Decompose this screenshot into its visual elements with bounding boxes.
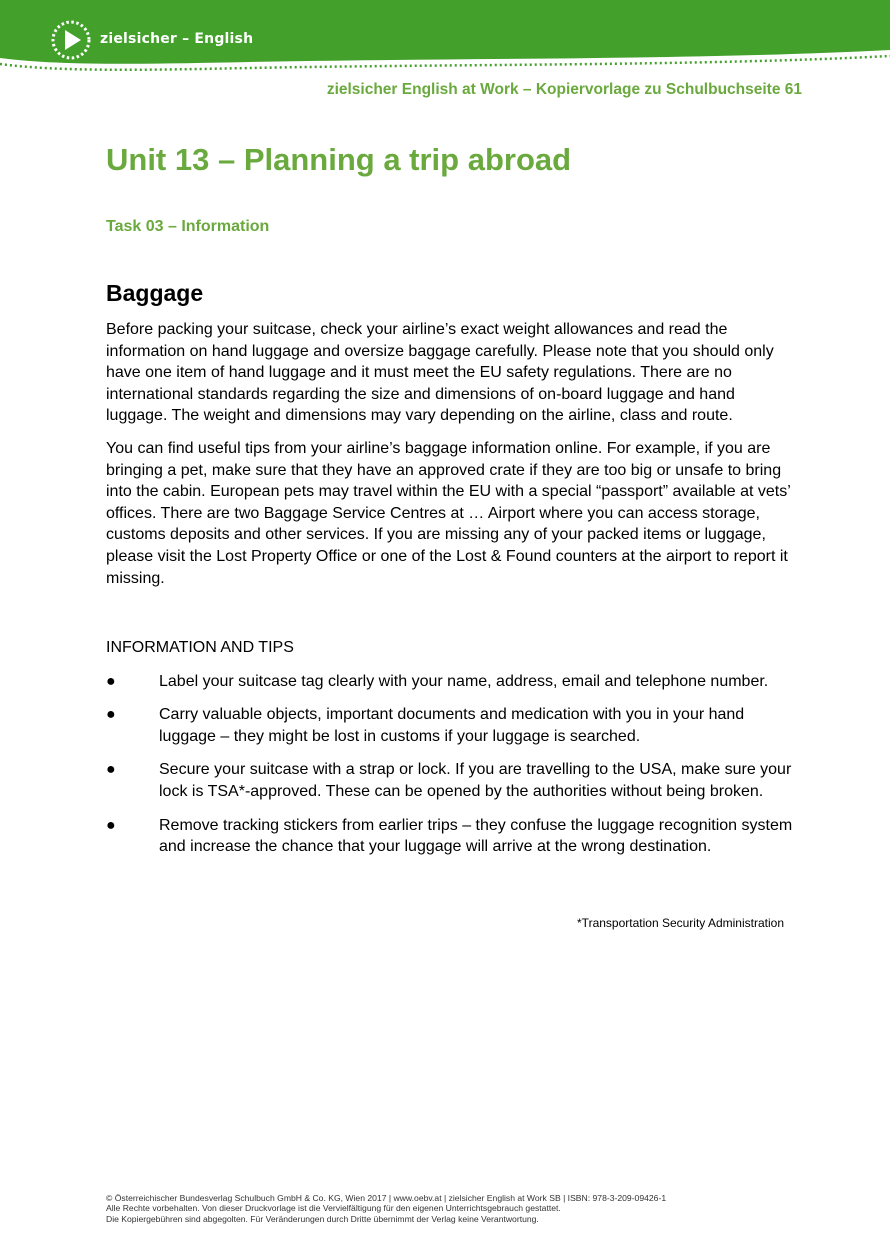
list-item-text: Remove tracking stickers from earlier trips – they confuse the luggage recognition system and increase the chance that your luggage will arrive at the wrong destination. [159,816,793,856]
list-item [106,815,796,858]
footer-copyright: © Österreichischer Bundesverlag Schulbuch GmbH & Co. KG, Wien 2017 | www.oebv.at | zielsicher English at Work SB | ISBN: 978-3-209-09426-1 [106,1193,667,1203]
list-item [106,671,796,693]
list-item-text: Secure your suitcase with a strap or lock. If you are travelling to the USA, make sure your lock is TSA*-approved. These can be opened by the authorities without being broken. [159,761,792,800]
brand-name: zielsicher – English [100,31,254,47]
task-label: Task 03 – Information [106,218,270,235]
list-item [106,759,796,802]
play-icon [50,19,92,61]
header-reference: zielsicher English at Work – Kopiervorlage zu Schulbuchseite 61 [326,81,802,98]
footer [106,1193,666,1224]
footer-disclaimer: Die Kopiergebühren sind abgegolten. Für Veränderungen durch Dritte übernimmt der Verlag keine Verantwortung. [106,1213,539,1224]
list-item [106,704,796,747]
footer-rights: Alle Rechte vorbehalten. Von dieser Druckvorlage ist die Vervielfältigung für den eigenen Unterrichtsgebrauch gestattet. [106,1203,561,1214]
bullet-icon: ● [106,761,116,779]
tips-title: INFORMATION AND TIPS [106,639,294,656]
list-item-text: Carry valuable objects, important documents and medication with you in your hand luggage – they might be lost in customs if your luggage is searched. [159,706,745,745]
bullet-icon: ● [106,672,116,690]
footnote: *Transportation Security Administration [577,916,784,930]
paragraph: Before packing your suitcase, check your airline’s exact weight allowances and read the information on hand luggage and oversize baggage carefully. Please note that you should only have one item of hand luggage and it must meet the EU safety regulations. There are no international standards regarding the size and dimensions of on-board luggage and hand luggage. The weight and dimensions may vary depending on the airline, class and route. [106,321,774,425]
bullet-icon: ● [106,706,116,724]
paragraph: You can find useful tips from your airline’s baggage information online. For example, if you are bringing a pet, make sure that they have an approved crate if they are too big or unsafe to bring into the cabin. European pets may travel within the EU with a special “passport” available at vets’ offices. There are two Baggage Service Centres at … Airport where you can access storage, customs deposits and other services. If you are missing any of your packed items or luggage, please visit the Lost Property Office or one of the Lost & Found counters at the airport to report it missing. [106,439,791,587]
list-item-text: Label your suitcase tag clearly with your name, address, email and telephone number. [159,672,769,690]
body-text [106,319,796,600]
unit-title: Unit 13 – Planning a trip abroad [106,142,572,177]
tips-list [106,671,796,858]
bullet-icon: ● [106,816,116,834]
tips-section [106,637,796,870]
section-title: Baggage [106,280,204,306]
